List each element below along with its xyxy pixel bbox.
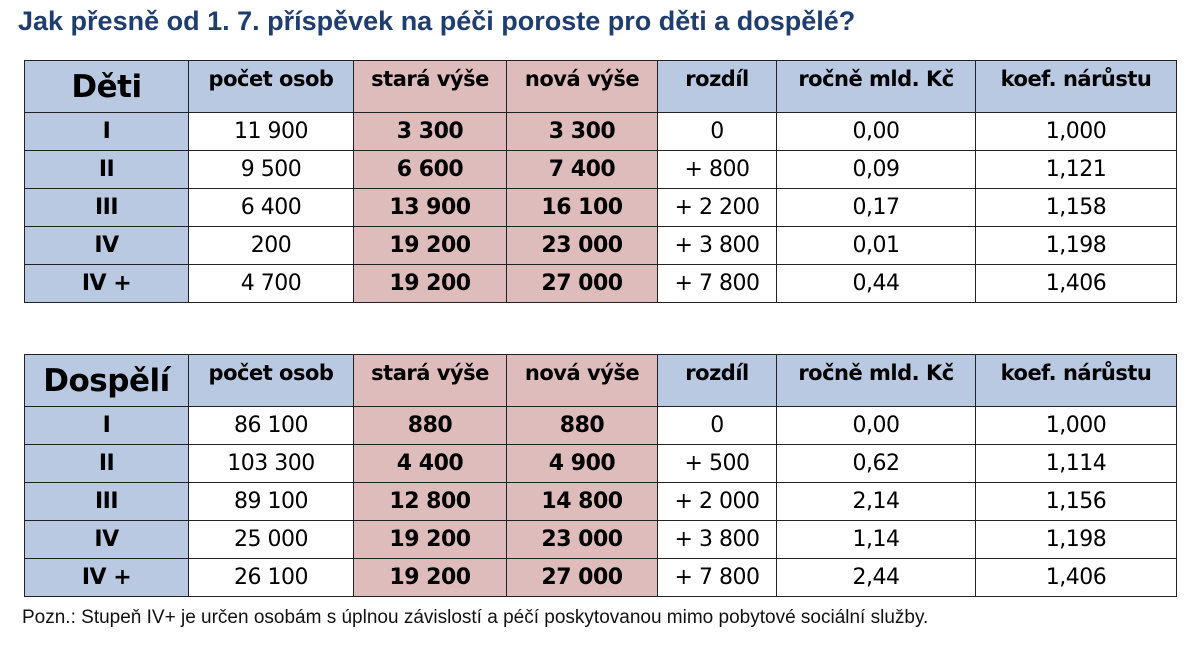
table-cell: 0,17 xyxy=(777,189,976,227)
table-cell: 12 800 xyxy=(354,483,507,521)
table-cell: 1,121 xyxy=(976,151,1177,189)
level-cell: IV xyxy=(25,521,189,559)
column-header: počet osob xyxy=(189,355,354,407)
table-cell: 4 400 xyxy=(354,445,507,483)
table-cell: + 3 800 xyxy=(658,227,777,265)
header-row xyxy=(25,355,1177,407)
table-cell: 0,09 xyxy=(777,151,976,189)
column-header: ročně mld. Kč xyxy=(777,355,976,407)
table-cell: 0 xyxy=(658,113,777,151)
table-cell: 16 100 xyxy=(507,189,658,227)
page-title: Jak přesně od 1. 7. příspěvek na péči poroste pro děti a dospělé? xyxy=(18,6,856,36)
table-cell: 0,62 xyxy=(777,445,976,483)
table-cell: 1,000 xyxy=(976,407,1177,445)
column-header: nová výše xyxy=(507,61,658,113)
table-row xyxy=(25,483,1177,521)
table-cell: 4 700 xyxy=(189,265,354,303)
table-cell: 23 000 xyxy=(507,521,658,559)
table-cell: + 500 xyxy=(658,445,777,483)
table-cell: 1,000 xyxy=(976,113,1177,151)
table-row xyxy=(25,151,1177,189)
column-header: rozdíl xyxy=(658,355,777,407)
column-header: nová výše xyxy=(507,355,658,407)
table-cell: + 2 000 xyxy=(658,483,777,521)
table-row xyxy=(25,189,1177,227)
column-header: počet osob xyxy=(189,61,354,113)
table-row xyxy=(25,227,1177,265)
table-cell: 9 500 xyxy=(189,151,354,189)
table-cell: + 7 800 xyxy=(658,559,777,597)
column-header: koef. nárůstu xyxy=(976,61,1177,113)
table-cell: + 800 xyxy=(658,151,777,189)
table-cell: 0 xyxy=(658,407,777,445)
level-cell: IV + xyxy=(25,559,189,597)
table-cell: 0,44 xyxy=(777,265,976,303)
table-cell: 6 600 xyxy=(354,151,507,189)
table-cell: 19 200 xyxy=(354,521,507,559)
children-table xyxy=(24,60,1177,303)
category-header: Děti xyxy=(25,61,189,113)
table-cell: 86 100 xyxy=(189,407,354,445)
column-header: stará výše xyxy=(354,61,507,113)
table-cell: 89 100 xyxy=(189,483,354,521)
adults-table xyxy=(24,354,1177,597)
level-cell: III xyxy=(25,189,189,227)
column-header: koef. nárůstu xyxy=(976,355,1177,407)
table-cell: 880 xyxy=(354,407,507,445)
table-cell: 7 400 xyxy=(507,151,658,189)
table-cell: 0,00 xyxy=(777,113,976,151)
level-cell: II xyxy=(25,151,189,189)
table-row xyxy=(25,445,1177,483)
table-cell: 2,14 xyxy=(777,483,976,521)
table-cell: 1,406 xyxy=(976,559,1177,597)
table-cell: 1,198 xyxy=(976,227,1177,265)
table-cell: 1,156 xyxy=(976,483,1177,521)
table-cell: 880 xyxy=(507,407,658,445)
table-cell: 23 000 xyxy=(507,227,658,265)
table-cell: 19 200 xyxy=(354,227,507,265)
table-cell: 1,406 xyxy=(976,265,1177,303)
table-cell: + 2 200 xyxy=(658,189,777,227)
table-cell: 13 900 xyxy=(354,189,507,227)
table-row xyxy=(25,559,1177,597)
table-row xyxy=(25,407,1177,445)
column-header: ročně mld. Kč xyxy=(777,61,976,113)
table-row xyxy=(25,265,1177,303)
level-cell: III xyxy=(25,483,189,521)
level-cell: I xyxy=(25,113,189,151)
category-header: Dospělí xyxy=(25,355,189,407)
table-cell: 26 100 xyxy=(189,559,354,597)
table-cell: 6 400 xyxy=(189,189,354,227)
table-cell: 25 000 xyxy=(189,521,354,559)
table-cell: 1,14 xyxy=(777,521,976,559)
table-row xyxy=(25,521,1177,559)
table-cell: 3 300 xyxy=(507,113,658,151)
column-header: stará výše xyxy=(354,355,507,407)
table-row xyxy=(25,113,1177,151)
level-cell: II xyxy=(25,445,189,483)
table-cell: + 3 800 xyxy=(658,521,777,559)
table-cell: 103 300 xyxy=(189,445,354,483)
column-header: rozdíl xyxy=(658,61,777,113)
table-cell: 27 000 xyxy=(507,265,658,303)
level-cell: IV + xyxy=(25,265,189,303)
table-cell: + 7 800 xyxy=(658,265,777,303)
table-cell: 1,198 xyxy=(976,521,1177,559)
level-cell: I xyxy=(25,407,189,445)
header-row xyxy=(25,61,1177,113)
table-cell: 19 200 xyxy=(354,265,507,303)
table-cell: 2,44 xyxy=(777,559,976,597)
table-cell: 4 900 xyxy=(507,445,658,483)
table-cell: 3 300 xyxy=(354,113,507,151)
table-cell: 1,158 xyxy=(976,189,1177,227)
level-cell: IV xyxy=(25,227,189,265)
table-cell: 11 900 xyxy=(189,113,354,151)
table-cell: 200 xyxy=(189,227,354,265)
table-cell: 19 200 xyxy=(354,559,507,597)
table-cell: 1,114 xyxy=(976,445,1177,483)
table-cell: 0,00 xyxy=(777,407,976,445)
footnote: Pozn.: Stupeň IV+ je určen osobám s úplnou závislostí a péčí poskytovanou mimo pobytové sociální služby. xyxy=(22,607,929,628)
table-cell: 14 800 xyxy=(507,483,658,521)
table-cell: 0,01 xyxy=(777,227,976,265)
table-cell: 27 000 xyxy=(507,559,658,597)
